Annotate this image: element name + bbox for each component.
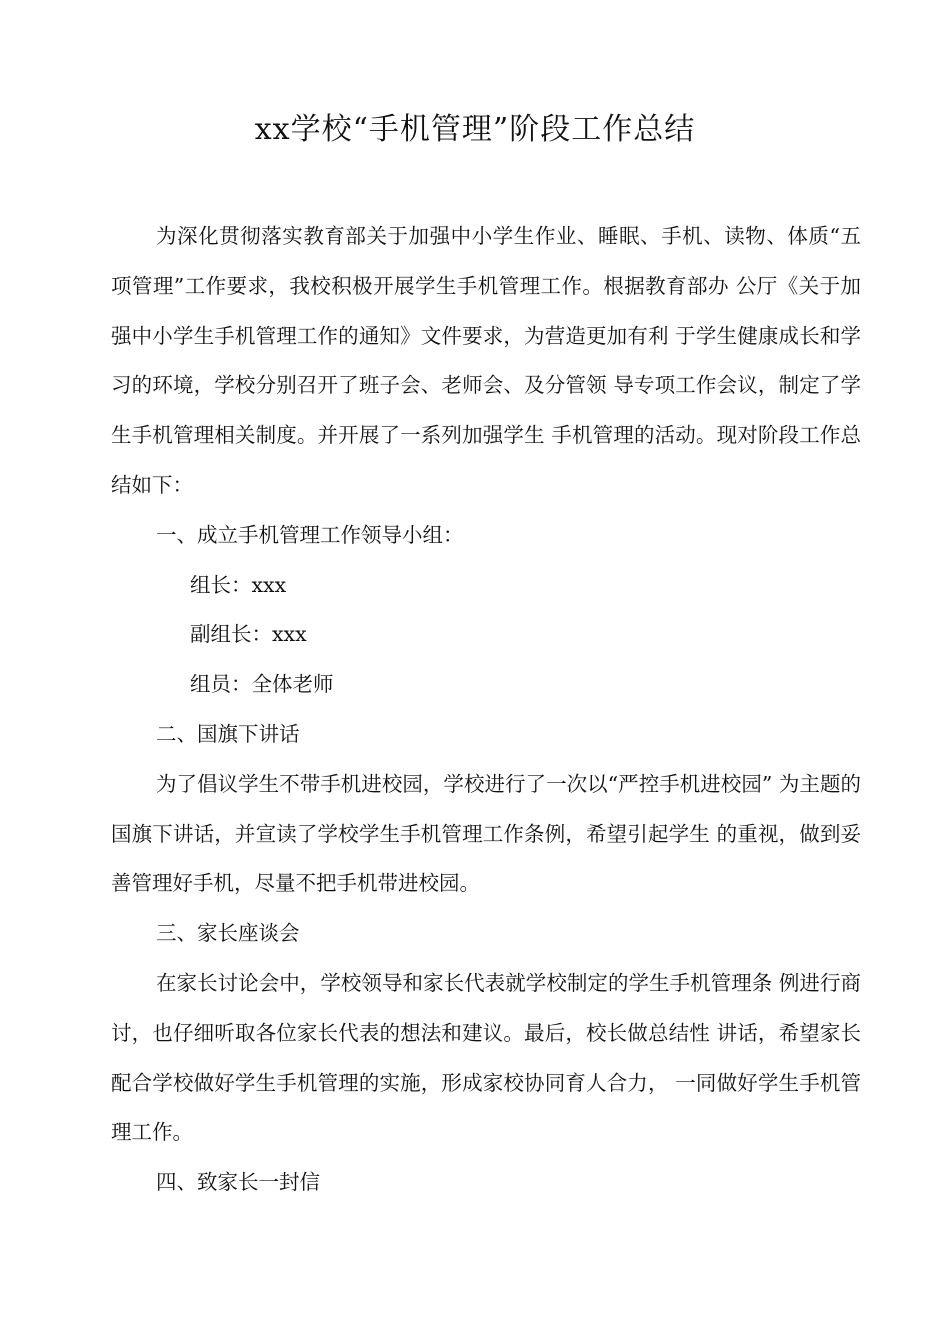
section-1-heading: 一、成立手机管理工作领导小组： (156, 522, 464, 547)
document-title: xx学校“手机管理”阶段工作总结 (254, 112, 696, 147)
section-2-paragraph: 为了倡议学生不带手机进校园，学校进行了一次以“严控手机进校园” 为主题的国旗下讲话，并宣读了学校学生手机管理工作条例，希望引起学生 的重视，做到妥善管理好手机，尽量不把手机带进校园。 (111, 771, 861, 896)
deputy-leader-line: 副组长：xxx (190, 622, 307, 647)
group-leader-line: 组长：xxx (190, 572, 287, 597)
section-3-paragraph: 在家长讨论会中，学校领导和家长代表就学校制定的学生手机管理条 例进行商讨，也仔细听取各位家长代表的想法和建议。最后，校长做总结性 讲话，希望家长配合学校做好学生手机管理的实施，形成家校协同育人合力， 一同做好学生手机管理工作。 (111, 970, 861, 1145)
section-2-heading: 二、国旗下讲话 (156, 721, 300, 746)
group-members-line: 组员：全体老师 (190, 672, 334, 697)
section-3-heading: 三、家长座谈会 (156, 921, 300, 946)
intro-paragraph: 为深化贯彻落实教育部关于加强中小学生作业、睡眠、手机、读物、体质“五项管理”工作要求，我校积极开展学生手机管理工作。根据教育部办 公厅《关于加强中小学生手机管理工作的通知》文件要求，为营造更加有利 于学生健康成长和学习的环境，学校分别召开了班子会、老师会、及分管领 导专项工作会议，制定了学生手机管理相关制度。并开展了一系列加强学生 手机管理的活动。现对阶段工作总结如下： (111, 224, 861, 497)
document-body (111, 212, 861, 1208)
section-4-heading: 四、致家长一封信 (156, 1170, 320, 1195)
